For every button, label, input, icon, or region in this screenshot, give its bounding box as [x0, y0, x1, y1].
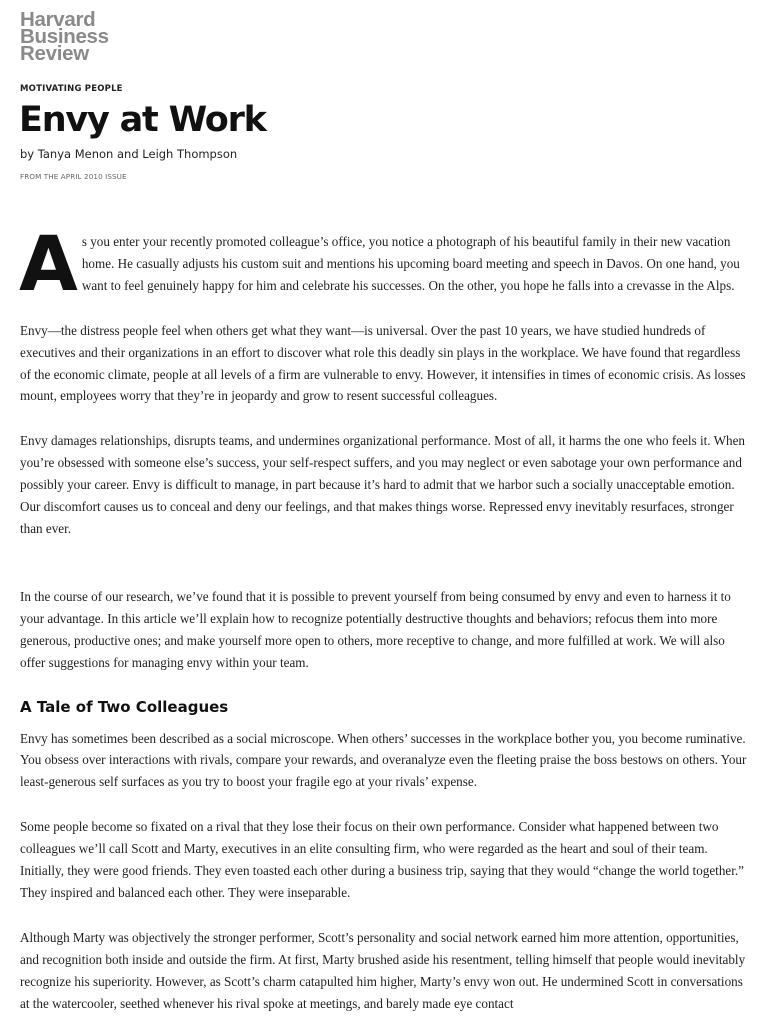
article-title: Envy at Work	[19, 100, 266, 140]
paragraph-7: Although Marty was objectively the stronger performer, Scott’s personality and social network earned him more attention, opportunities, and recognition both inside and outside the firm. At first, Marty brushed aside his resentment, telling himself that people would inevitably recognize his superiority. However, as Scott’s charm catapulted him higher, Marty’s envy won out. He undermined Scott in conversations at the watercooler, seethed whenever his rival spoke at meetings, and barely made eye contact	[20, 929, 746, 1011]
paragraph-1	[19, 219, 750, 308]
section-heading: A Tale of Two Colleagues	[20, 697, 229, 716]
article-category[interactable]: MOTIVATING PEOPLE	[20, 84, 123, 94]
paragraph-3: Envy damages relationships, disrupts teams, and undermines organizational performance. Most of all, it harms the one who feels it. When you’re obsessed with someone else’s success, your self-respect suffers, and you may neglect or even sabotage your own performance and possibly your career. Envy is difficult to manage, in part because it’s hard to admit that we harbor such a socially unacceptable emotion. Our discomfort causes us to conceal and deny our feelings, and that makes things worse. Repressed envy inevitably resurfaces, stronger than ever.	[20, 433, 745, 536]
article-body	[19, 219, 750, 1024]
logo-line-1: Harvard	[20, 8, 96, 31]
hbr-logo[interactable]	[20, 8, 109, 65]
article-issue[interactable]: FROM THE APRIL 2010 ISSUE	[20, 172, 127, 181]
paragraph-4: In the course of our research, we’ve found that it is possible to prevent yourself from being consumed by envy and even to harness it to your advantage. In this article we’ll explain how to recognize potentially destructive thoughts and behaviors; refocus them into more generous, productive ones; and make yourself more open to others, more receptive to change, and more fulfilled at work. We will also offer suggestions for managing envy within your team.	[20, 588, 731, 670]
logo-line-2: Business	[20, 25, 109, 48]
paragraph-5: Envy has sometimes been described as a social microscope. When others’ successes in the workplace bother you, you become ruminative. You obsess over interactions with rivals, compare your rewards, and overanalyze even the fleeting praise the boss bestows on others. Your least-generous self surfaces as you try to boost your fragile ego at your rivals’ expense.	[20, 730, 747, 790]
paragraph-1-text: s you enter your recently promoted colleague’s office, you notice a photograph of his beautiful family in their new vacation home. He casually adjusts his custom suit and mentions his upcoming board meeting and speech in Davos. On one hand, you want to feel genuinely happy for him and celebrate his successes. On the other, you hope he falls into a crevasse in the Alps.	[81, 234, 740, 293]
paragraph-2: Envy—the distress people feel when others get what they want—is universal. Over the past 10 years, we have studied hundreds of executives and their organizations in an effort to discover what role this deadly sin plays in the workplace. We have found that regardless of the economic climate, people at all levels of a firm are vulnerable to envy. However, it intensifies in times of economic crisis. As losses mount, employees worry that they’re in jeopardy and grow to resent successful colleagues.	[20, 322, 746, 404]
paragraph-6: Some people become so fixated on a rival that they lose their focus on their own performance. Consider what happened between two colleagues we’ll call Scott and Marty, executives in an elite consulting firm, who were regarded as the heart and soul of their team. Initially, they were good friends. They even toasted each other during a business trip, saying that they would “change the world together.” They inspired and balanced each other. They were inseparable.	[20, 819, 744, 900]
article-byline: by Tanya Menon and Leigh Thompson	[20, 147, 238, 161]
drop-cap: A	[19, 219, 78, 308]
logo-line-3: Review	[20, 42, 89, 65]
